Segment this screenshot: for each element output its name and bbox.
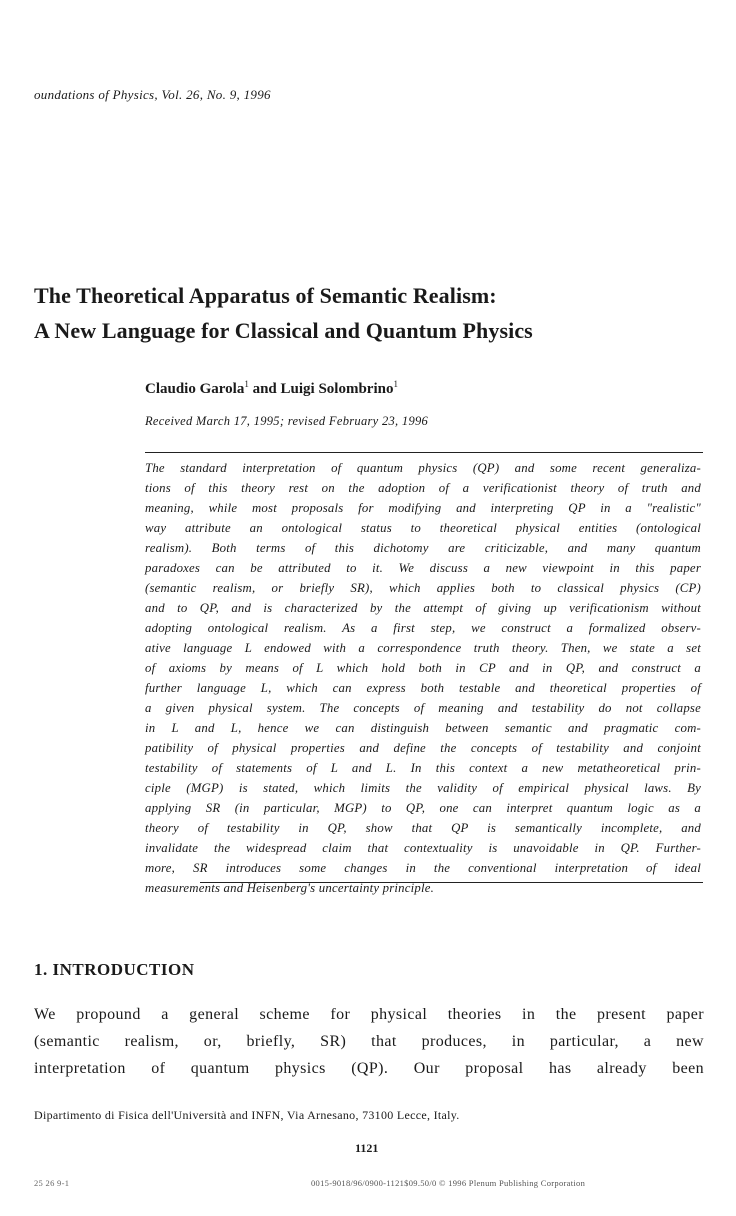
abstract-line: realism). Both terms of this dichotomy are criticizable, and many quantum bbox=[145, 541, 701, 555]
author-2: and Luigi Solombrino bbox=[248, 381, 394, 397]
journal-header: oundations of Physics, Vol. 26, No. 9, 1996 bbox=[34, 87, 271, 102]
received-dates: Received March 17, 1995; revised February 23, 1996 bbox=[145, 414, 429, 428]
abstract-line: testability of statements of L and L. In this context a new metatheoretical prin- bbox=[145, 761, 701, 775]
abstract-line: theory of testability in QP, show that QP is semantically incomplete, and bbox=[145, 821, 701, 835]
abstract-line: more, SR introduces some changes in the conventional interpretation of ideal bbox=[145, 861, 701, 875]
page-number: 1121 bbox=[355, 1141, 379, 1155]
affiliation-footnote: Dipartimento di Fisica dell'Università and INFN, Via Arnesano, 73100 Lecce, Italy. bbox=[34, 1108, 460, 1122]
abstract-line: further language L, which can express both testable and theoretical properties of bbox=[145, 681, 701, 695]
abstract-line: adopting ontological realism. As a first step, we construct a formalized observ- bbox=[145, 621, 701, 635]
paper-title-line-1: The Theoretical Apparatus of Semantic Realism: bbox=[34, 283, 497, 308]
author-list bbox=[145, 379, 398, 398]
body-line: (semantic realism, or, briefly, SR) that produces, in particular, a new bbox=[34, 1033, 704, 1050]
abstract-line: paradoxes can be attributed to it. We discuss a new viewpoint in this paper bbox=[145, 561, 701, 575]
abstract-line: and to QP, and is characterized by the attempt of giving up verificationism without bbox=[145, 601, 701, 615]
body-line: interpretation of quantum physics (QP). Our proposal has already been bbox=[34, 1060, 704, 1077]
abstract-line: meaning, while most proposals for modifying and interpreting QP in a "realistic" bbox=[145, 501, 701, 515]
abstract-line: tions of this theory rest on the adoption of a verificationist theory of truth and bbox=[145, 481, 701, 495]
section-heading: 1. INTRODUCTION bbox=[34, 960, 195, 979]
abstract-line: invalidate the widespread claim that contextuality is unavoidable in QP. Further- bbox=[145, 841, 701, 855]
abstract-bottom-rule bbox=[200, 882, 703, 883]
abstract-line: ative language L endowed with a correspondence truth theory. Then, we state a set bbox=[145, 641, 701, 655]
abstract-line: of axioms by means of L which hold both in CP and in QP, and construct a bbox=[145, 661, 701, 675]
abstract-line: (semantic realism, or briefly SR), which applies both to classical physics (CP) bbox=[145, 581, 701, 595]
abstract-line: patibility of physical properties and define the concepts of testability and conjoint bbox=[145, 741, 701, 755]
abstract-line: ciple (MGP) is stated, which limits the validity of empirical physical laws. By bbox=[145, 781, 701, 795]
abstract-line: applying SR (in particular, MGP) to QP, one can interpret quantum logic as a bbox=[145, 801, 701, 815]
author-2-affiliation-mark: 1 bbox=[393, 379, 398, 389]
abstract-line: a given physical system. The concepts of meaning and testability do not collapse bbox=[145, 701, 701, 715]
abstract-line: way attribute an ontological status to theoretical physical entities (ontological bbox=[145, 521, 701, 535]
body-line: We propound a general scheme for physical theories in the present paper bbox=[34, 1006, 704, 1023]
body-text bbox=[34, 1001, 704, 1082]
footer-copyright: 0015-9018/96/0900-1121$09.50/0 © 1996 Plenum Publishing Corporation bbox=[311, 1178, 586, 1188]
abstract-line: measurements and Heisenberg's uncertainty principle. bbox=[145, 881, 435, 895]
paper-title-line-2: A New Language for Classical and Quantum Physics bbox=[34, 318, 533, 343]
abstract bbox=[145, 458, 701, 898]
author-1-affiliation-mark: 1 bbox=[244, 379, 249, 389]
abstract-line: The standard interpretation of quantum physics (QP) and some recent generaliza- bbox=[145, 461, 701, 475]
author-1: Claudio Garola bbox=[145, 381, 245, 397]
footer-left-code: 25 26 9-1 bbox=[34, 1178, 70, 1188]
abstract-line: in L and L, hence we can distinguish between semantic and pragmatic com- bbox=[145, 721, 701, 735]
abstract-top-rule bbox=[145, 452, 703, 453]
